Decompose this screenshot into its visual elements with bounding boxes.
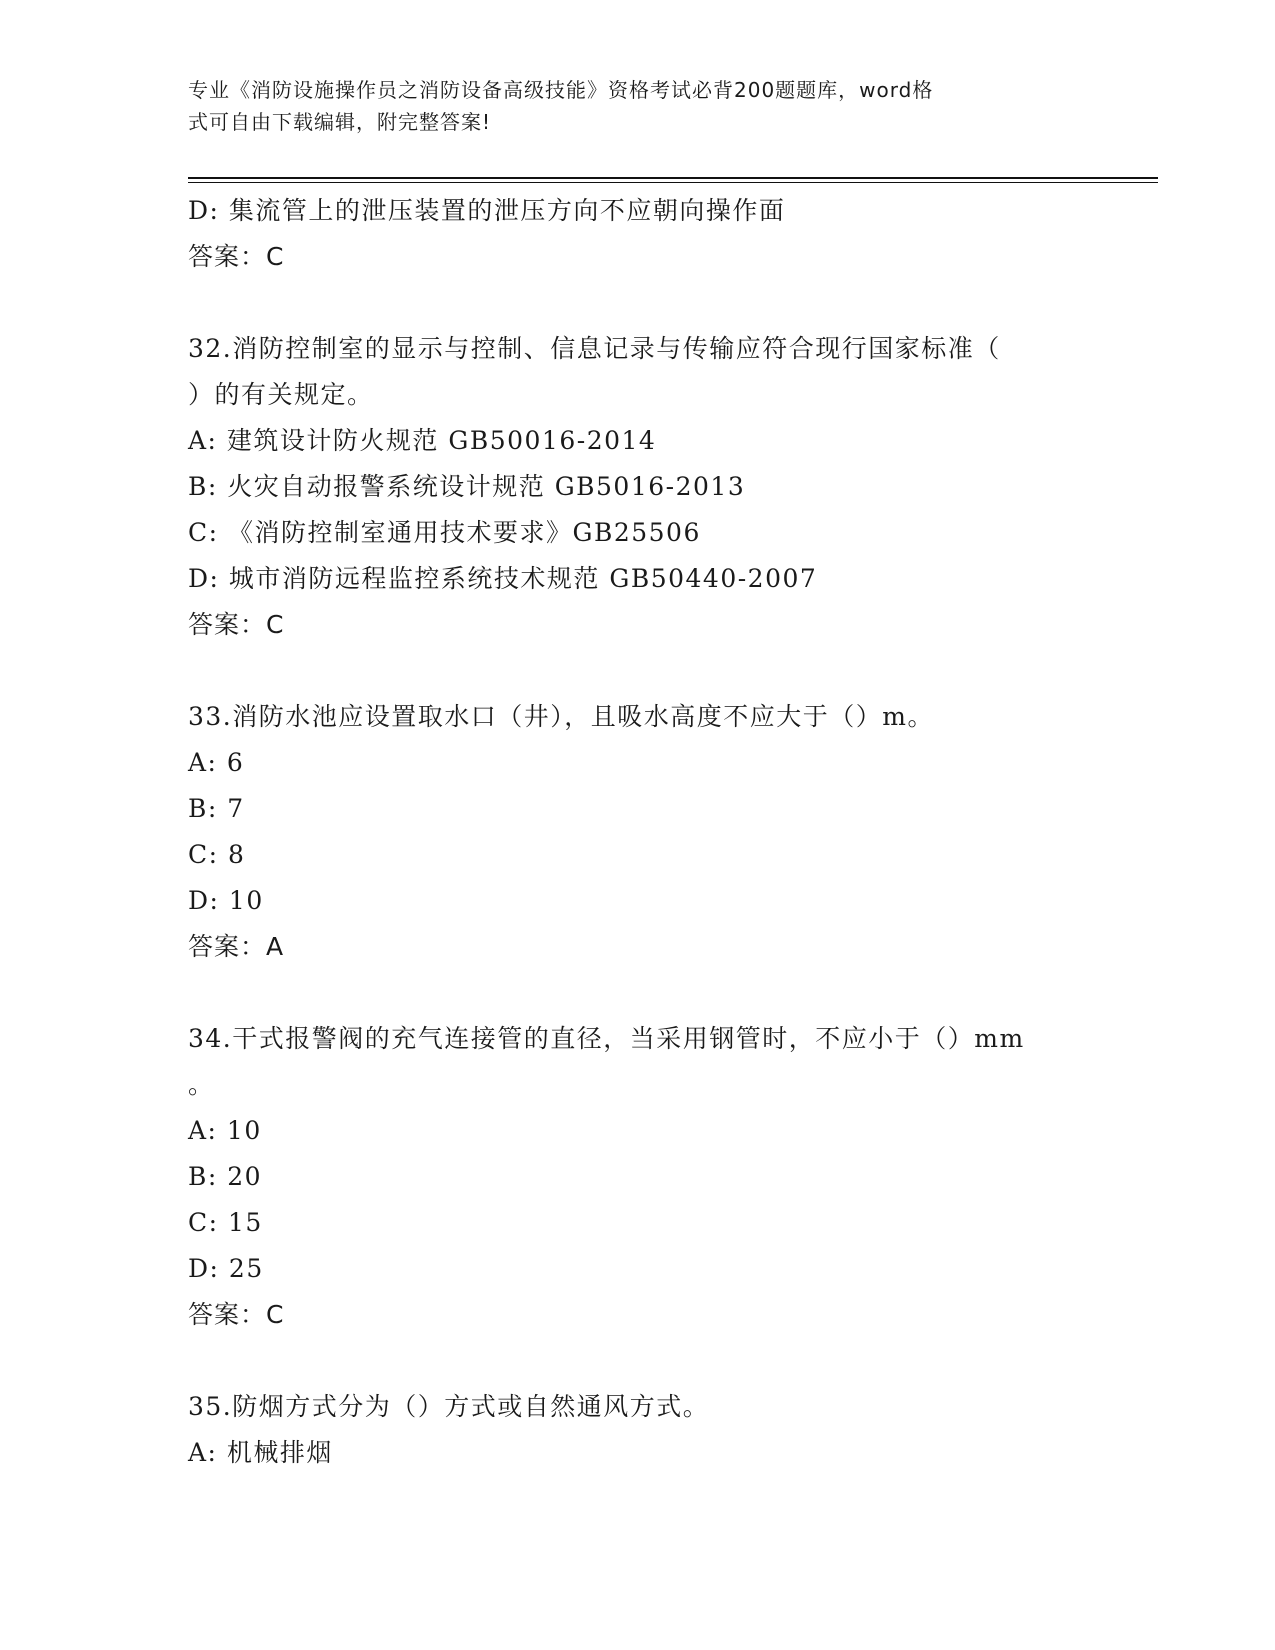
question-stem: 34.干式报警阀的充气连接管的直径，当采用钢管时，不应小于（）mm [188,1024,1025,1053]
answer: 答案：C [188,242,285,271]
option-a: A: 6 [188,748,245,777]
option-b: B: 20 [188,1162,263,1191]
option-c: C: 8 [188,840,246,869]
question-stem: 32.消防控制室的显示与控制、信息记录与传输应符合现行国家标准（ [188,334,1001,363]
question-stem: 33.消防水池应设置取水口（井），且吸水高度不应大于（）m。 [188,702,934,731]
option-b: B: 7 [188,794,245,823]
option-a: A: 建筑设计防火规范 GB50016-2014 [188,426,657,455]
question-34 [188,1016,1088,1338]
option-d: D: 集流管上的泄压装置的泄压方向不应朝向操作面 [188,196,786,225]
option-c: C: 《消防控制室通用技术要求》GB25506 [188,518,701,547]
option-a: A: 10 [188,1116,262,1145]
option-b: B: 火灾自动报警系统设计规范 GB5016-2013 [188,472,746,501]
answer: 答案：C [188,1300,285,1329]
question-stem: 35.防烟方式分为（）方式或自然通风方式。 [188,1392,710,1421]
question-32 [188,326,1088,648]
question-stem-cont: 。 [188,1070,215,1099]
header-rule-thick [188,177,1158,179]
question-list [188,188,1088,1476]
option-d: D: 10 [188,886,264,915]
document-header [188,74,1068,138]
option-d: D: 25 [188,1254,264,1283]
question-33 [188,694,1088,970]
question-stem-cont: ）的有关规定。 [188,380,374,409]
question-35 [188,1384,1088,1476]
header-line-2: 式可自由下载编辑，附完整答案! [188,110,492,134]
option-d: D: 城市消防远程监控系统技术规范 GB50440-2007 [188,564,818,593]
question-31 [188,188,1088,280]
header-line-1: 专业《消防设施操作员之消防设备高级技能》资格考试必背200题题库，word格 [188,78,934,102]
answer: 答案：C [188,610,285,639]
option-c: C: 15 [188,1208,263,1237]
answer: 答案：A [188,932,285,961]
option-a: A: 机械排烟 [188,1438,333,1467]
header-rule-thin [188,182,1158,183]
